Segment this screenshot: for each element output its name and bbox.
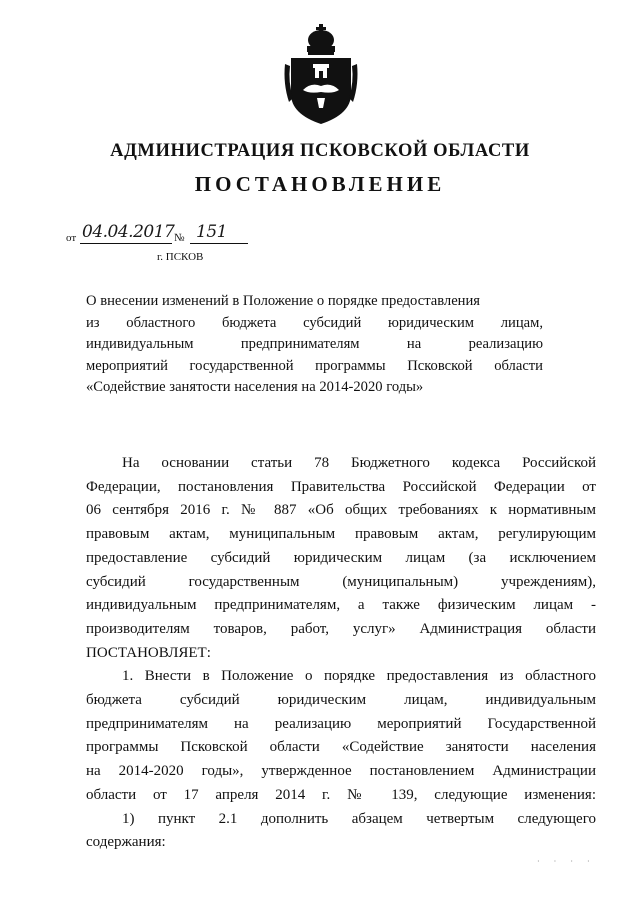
number-prefix: № [174,232,185,244]
body-line: На основании статьи 78 Бюджетного кодекса Российской [122,455,596,471]
body-line: Федерации, постановления Правительства Российской Федерации от [86,478,596,495]
body-line: программы Псковской области «Содействие занятости населения [86,739,596,756]
scan-dots: · · · · [537,857,596,866]
subject-line: «Содействие занятости населения на 2014-2020 годы» [86,379,424,395]
body-line: предоставление субсидий юридическим лицам (за исключением [86,549,596,566]
date-underline [80,243,172,244]
subject-line: индивидуальным предпринимателям на реализацию [86,336,543,352]
number-handwritten: 151 [196,222,227,242]
number-underline [190,243,248,244]
body-line: бюджета субсидий юридическим лицам, индивидуальным [86,692,596,709]
subject-line: мероприятий государственной программы Псковской области [86,357,543,374]
city-label: г. ПСКОВ [157,251,204,263]
body-line: ПОСТАНОВЛЯЕТ: [86,644,211,661]
body-line: индивидуальным предпринимателям, а также физическим лицам - [86,597,596,614]
body-text [86,452,596,855]
document-type-title: ПОСТАНОВЛЕНИЕ [194,172,446,196]
body-line: на 2014-2020 годы», утвержденное постановлением Администрации [86,763,596,780]
body-line: области от 17 апреля 2014 г. № 139, следующие изменения: [86,786,596,803]
coat-of-arms-icon [283,24,359,126]
body-line: производителям товаров, работ, услуг» Администрация области [86,620,596,637]
subject-line: О внесении изменений в Положение о порядке предоставления [86,293,481,309]
body-line: правовым актам, муниципальным правовым актам, регулирующим [86,526,596,543]
date-prefix: от [66,232,77,244]
body-line: содержания: [86,834,166,851]
body-line: 1. Внести в Положение о порядке предоставления из областного [122,668,596,685]
organization-name: АДМИНИСТРАЦИЯ ПСКОВСКОЙ ОБЛАСТИ [110,141,530,161]
body-line: 1) пункт 2.1 дополнить абзацем четвертым следующего [122,810,596,827]
subject-block [86,291,543,399]
date-number-line [66,222,266,248]
date-handwritten: 04.04.2017 [82,222,175,242]
body-line: предпринимателям на реализацию мероприятий Государственной [86,715,596,732]
subject-line: из областного бюджета субсидий юридическим лицам, [86,314,543,331]
body-line: субсидий государственным (муниципальным) учреждениям), [86,573,596,590]
body-line: 06 сентября 2016 г. № 887 «Об общих требованиях к нормативным [86,502,596,519]
